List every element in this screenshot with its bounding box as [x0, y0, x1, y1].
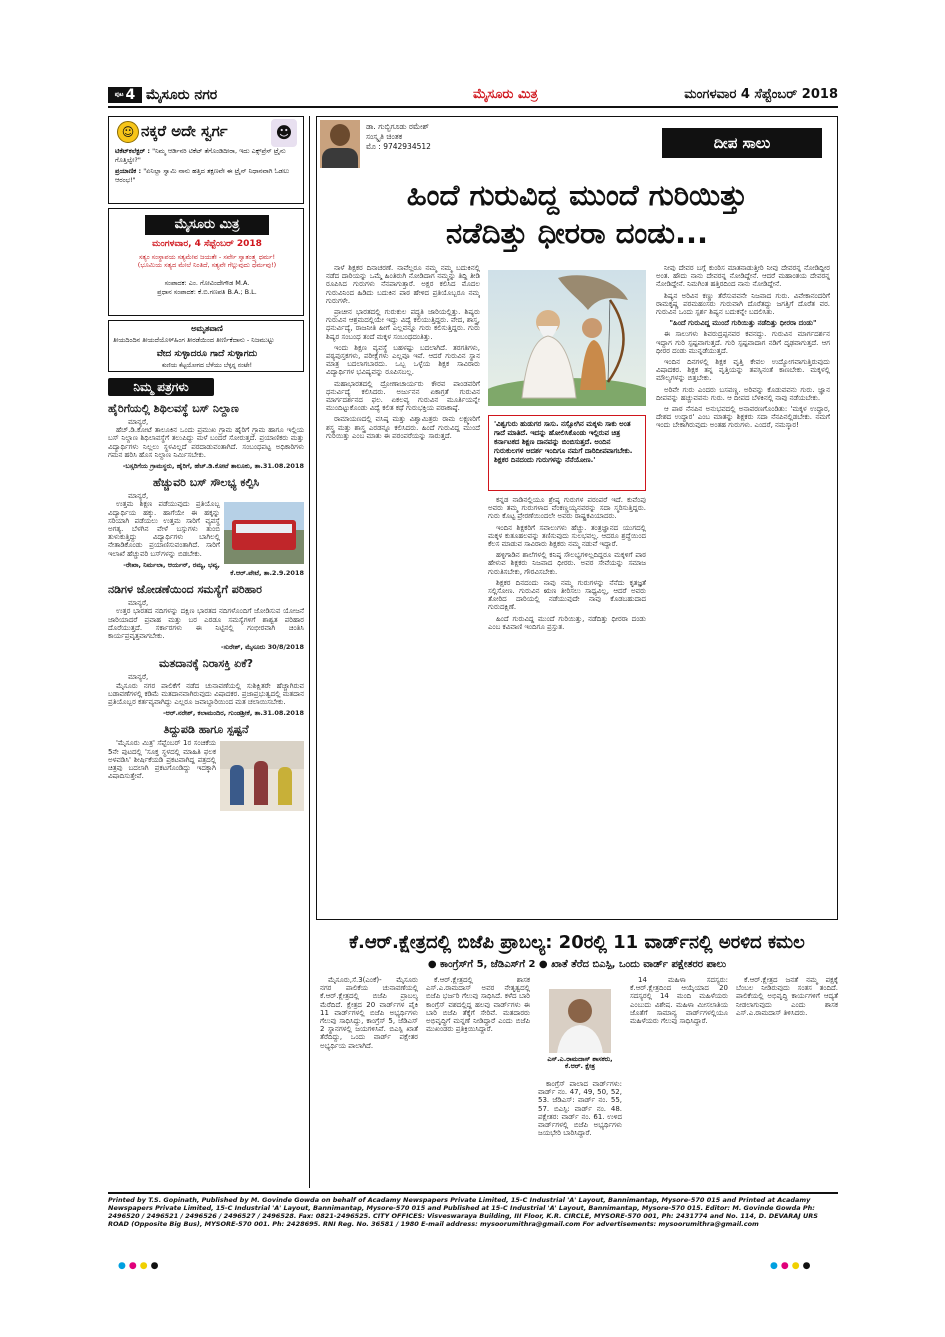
- section-title: ಮೈಸೂರು ನಗರ: [146, 87, 218, 103]
- news-paragraph: ಕಾಂಗ್ರೆಸ್ ಪಾಲಾದ ವಾರ್ಡ್‌ಗಳು: ವಾರ್ಡ್ ನಂ. 47, 49, 50, 52, 53. ಜೆಡಿಎಸ್: ವಾರ್ಡ್ ನಂ. 55, 57. ಬಿಎಸ್ಪಿ: ವಾರ್ಡ್ ನಂ. 48. ಪಕ್ಷೇತರ: ವಾರ್ಡ್ ನಂ. 61. ಉಳಿದ ವಾರ್ಡ್‌ಗಳಲ್ಲಿ ಬಿಜೆಪಿ ಅಭ್ಯರ್ಥಿಗಳು ಜಯಭೇರಿ ಬಾರಿಸಿದ್ದಾರೆ.: [538, 1080, 622, 1138]
- article-column-2: [488, 496, 646, 914]
- letter-salutation: ಮಾನ್ಯರೆ,: [128, 418, 149, 426]
- letter-title: ಮತದಾನಕ್ಕೆ ನಿರಾಸಕ್ತಿ ಏಕೆ?: [158, 657, 254, 671]
- footer-divider: [108, 1192, 838, 1194]
- letter-title: ನಡಿಗಳ ಜೋಡಣೆಯಿಂದ ಸಮಸ್ಯೆಗೆ ಪರಿಹಾರ: [108, 583, 262, 597]
- humor-line-1: [115, 147, 299, 164]
- letter-sign: -ರೇಖಾ, ನಿರ್ಮಲಾ, ಆರ್ಯನ್, ರಮ್ಯ, ಭವ್ಯ, ಕೆ.ಆರ್.ಪೇಟೆ, ತಾ.2.9.2018: [123, 560, 304, 578]
- letters-section-header: ನಿಮ್ಮ ಪತ್ರಗಳು: [108, 378, 214, 396]
- author-info: [366, 122, 431, 152]
- letter-item: [108, 476, 304, 577]
- article-paragraph: ಇಂದು ಶಿಕ್ಷಣ ವ್ಯವಸ್ಥೆ ಬಹಳಷ್ಟು ಬದಲಾಗಿದೆ. ತರಗತಿಗಳು, ಪಠ್ಯಪುಸ್ತಕಗಳು, ಪರೀಕ್ಷೆಗಳು ಎಲ್ಲವೂ ಇವೆ. ಆದರೆ ಗುರುವಿನ ಸ್ಥಾನ ಮಾತ್ರ ಬದಲಾಗಬಾರದು. ಒಬ್ಬ ಒಳ್ಳೆಯ ಶಿಕ್ಷಕ ಸಾವಿರಾರು ವಿದ್ಯಾರ್ಥಿಗಳ ಭವಿಷ್ಯವನ್ನು ರೂಪಿಸಬಲ್ಲ.: [326, 343, 480, 377]
- mla-head: [568, 999, 592, 1023]
- article-column-3: [656, 264, 830, 914]
- news-column-5: [736, 976, 838, 1186]
- news-subhead: ● ಕಾಂಗ್ರೆಸ್‌ಗೆ 5, ಜೆಡಿಎಸ್‌ಗೆ 2 ● ಖಾತೆ ತೆರೆದ ಬಿಎಸ್ಪಿ, ಒಂದು ವಾರ್ಡ್ ಪಕ್ಷೇತರರ ಪಾಲು: [427, 959, 727, 970]
- page-number: 4: [125, 87, 136, 103]
- article-paragraph: ಶಿಕ್ಷಕರ ದಿನದಂದು ನಾವು ನಮ್ಮ ಗುರುಗಳನ್ನು ನೆನೆದು ಕೃತಜ್ಞತೆ ಸಲ್ಲಿಸೋಣ. ಗುರುವಿನ ಋಣ ತೀರಿಸಲು ಸಾಧ್ಯವಿಲ್ಲ, ಆದರೆ ಅವರು ತೋರಿದ ದಾರಿಯಲ್ಲಿ ನಡೆಯುವುದೇ ನಾವು ಕೊಡಬಹುದಾದ ಗುರುದಕ್ಷಿಣೆ.: [488, 578, 646, 612]
- letter-body: ಹೆಚ್.ಡಿ.ಕೋಟೆ ತಾಲೂಕಿನ ಒಂದು ಪ್ರಮುಖ ಗ್ರಾಮ ಹೈರಿಗೆ ಗ್ರಾಮ ಹಾಗೂ ಇಲ್ಲಿಯ ಬಸ್ ನಿಲ್ದಾಣ ಶಿಥಿಲಾವಸ್ಥೆಗೆ ತಲುಪಿದ್ದು ಮಳೆ ಬಂದರೆ ಸೋರುತ್ತದೆ. ಪ್ರಯಾಣಿಕರು ಮತ್ತು ವಿದ್ಯಾರ್ಥಿಗಳು ನಿಲ್ಲಲು ಸ್ಥಳವಿಲ್ಲದೆ ಪರದಾಡುವಂತಾಗಿದೆ. ಸಂಬಂಧಪಟ್ಟ ಅಧಿಕಾರಿಗಳು ಗಮನ ಹರಿಸಿ ಹೊಸ ನಿಲ್ದಾಣ ನಿರ್ಮಿಸಬೇಕು.: [108, 426, 304, 459]
- humor-speaker-2: ಪ್ರಯಾಣಿಕ :: [115, 167, 142, 175]
- reg-dot-black: ●: [150, 1261, 162, 1271]
- boy-head: [582, 318, 602, 338]
- letter-item: [108, 402, 304, 470]
- masthead-logo: ಮೈಸೂರು ಮಿತ್ರ: [145, 215, 269, 235]
- headline-line-1: ಹಿಂದೆ ಗುರುವಿದ್ದ ಮುಂದೆ ಗುರಿಯಿತ್ತು: [406, 178, 748, 212]
- reg-dot-cyan: ●: [118, 1261, 129, 1271]
- letter-body: ಉತ್ತಮ ಶಿಕ್ಷಣ ಪಡೆಯುವುದು ಪ್ರತಿಯೊಬ್ಬ ವಿದ್ಯಾರ್ಥಿಯ ಹಕ್ಕು. ಹಾಗೆಯೇ ಈ ಹಕ್ಕನ್ನು ಸರಿಯಾಗಿ ಪಡೆಯಲು ಉತ್ತಮ ಸಾರಿಗೆ ವ್ಯವಸ್ಥೆ ಅಗತ್ಯ. ಬೆಳಗಿನ ವೇಳೆ ಬಸ್ಸುಗಳು ತುಂಬಿ ತುಳುಕುತ್ತಿದ್ದು ವಿದ್ಯಾರ್ಥಿಗಳು ಬಾಗಿಲಲ್ಲಿ ನೇತಾಡಿಕೊಂಡು ಪ್ರಯಾಣಿಸುವಂತಾಗಿದೆ. ಸಾರಿಗೆ ಇಲಾಖೆ ಹೆಚ್ಚುವರಿ ಬಸ್‌ಗಳನ್ನು ಬಿಡಬೇಕು.: [108, 500, 220, 558]
- news-paragraph: ಕೆ.ಆರ್.ಕ್ಷೇತ್ರದ ಜನತೆ ನಮ್ಮ ಪಕ್ಷಕ್ಕೆ ಬೆಂಬಲ ನೀಡಿರುವುದು ಸಂತಸ ತಂದಿದೆ. ಪಾಲಿಕೆಯಲ್ಲಿ ಅಭಿವೃದ್ಧಿ ಕಾರ್ಯಗಳಿಗೆ ಆದ್ಯತೆ ನೀಡಲಾಗುವುದು ಎಂದು ಶಾಸಕ ಎಸ್.ಎ.ರಾಮದಾಸ್ ತಿಳಿಸಿದರು.: [736, 976, 838, 1017]
- author-head: [330, 124, 350, 146]
- article-verse: "ಹಿಂದೆ ಗುರುವಿದ್ದ ಮುಂದೆ ಗುರಿಯಿತ್ತು ನಡೆದಿತ್ತು ಧೀರರಾ ದಂಡು": [669, 319, 817, 328]
- article-byline: [316, 116, 838, 172]
- article-paragraph: ಮಹಾಭಾರತದಲ್ಲಿ ದ್ರೋಣಾಚಾರ್ಯರು ಕೌರವ ಪಾಂಡವರಿಗೆ ಧನುರ್ವಿದ್ಯೆ ಕಲಿಸಿದರು. ಅರ್ಜುನನ ಏಕಾಗ್ರತೆ ಗುರುವಿನ ಮಾರ್ಗದರ್ಶನದ ಫಲ. ಏಕಲವ್ಯ ಗುರುವಿನ ಮೂರ್ತಿಯನ್ನೇ ಮುಂದಿಟ್ಟುಕೊಂಡು ವಿದ್ಯೆ ಕಲಿತ ಕಥೆ ಗುರುಭಕ್ತಿಯ ಪರಾಕಾಷ್ಠೆ.: [326, 379, 480, 413]
- article-paragraph: ಹಿಂದೆ ಗುರುವಿದ್ದ ಮುಂದೆ ಗುರಿಯಿತ್ತು, ನಡೆದಿತ್ತು ಧೀರರಾ ದಂಡು ಎಂಬ ಕವಿವಾಣಿ ಇಂದಿಗೂ ಪ್ರಸ್ತುತ.: [488, 614, 646, 631]
- pull-quote-box: [488, 415, 646, 491]
- proverb-sub: ಕುಣಿಯ ಕೆಟ್ಟಯೋಗದ ಬೆಳೆಯು ಬೆಳ್ಳನ್ನ ನಂಟೇ!: [161, 362, 253, 369]
- news-column-3: [538, 1080, 622, 1186]
- news-paragraph: ಮೈಸೂರು,ಸೆ.3(ಎಂಕೆ)- ಮೈಸೂರು ನಗರ ಪಾಲಿಕೆಯ ಚುನಾವಣೆಯಲ್ಲಿ ಕೆ.ಆರ್.ಕ್ಷೇತ್ರದಲ್ಲಿ ಬಿಜೆಪಿ ಪ್ರಾಬಲ್ಯ ಮೆರೆದಿದೆ. ಕ್ಷೇತ್ರದ 20 ವಾರ್ಡ್‌ಗಳ ಪೈಕಿ 11 ವಾರ್ಡ್‌ಗಳಲ್ಲಿ ಬಿಜೆಪಿ ಅಭ್ಯರ್ಥಿಗಳು ಗೆಲುವು ಸಾಧಿಸಿದ್ದು, ಕಾಂಗ್ರೆಸ್ 5, ಜೆಡಿಎಸ್ 2 ಸ್ಥಾನಗಳಲ್ಲಿ ಜಯಗಳಿಸಿವೆ. ಬಿಎಸ್ಪಿ ಖಾತೆ ತೆರೆದಿದ್ದು, ಒಂದು ವಾರ್ಡ್ ಪಕ್ಷೇತರ ಅಭ್ಯರ್ಥಿಯ ಪಾಲಾಗಿದೆ.: [320, 976, 418, 1050]
- article-paragraph: ಆ ಪಾಠ ನೆನಪಿನ ಅನುಭವದಲ್ಲಿ ಅನಾವರಣಗೊಂಡಿತು: 'ಮಕ್ಕಳ ಉದ್ಧಾರ, ದೇಶದ ಉದ್ಧಾರ' ಎಂಬ ಮಾತನ್ನು ಶಿಕ್ಷಕರು ಸದಾ ನೆನಪಿನಲ್ಲಿಡಬೇಕು. ನಮಗೆ ಇಂದು ಬೇಕಾಗಿರುವುದು ಅಂತಹ ಗುರುಗಳು. ಎಂದರೆ, ನಮಸ್ಕಾರ!: [656, 405, 830, 430]
- letters-column: [108, 402, 304, 1192]
- letter-salutation: ಮಾನ್ಯರೆ,: [128, 673, 149, 682]
- article-paragraph: ನಾಳೆ ಶಿಕ್ಷಕರ ದಿನಾಚರಣೆ. ನಾವೆಲ್ಲರೂ ನಮ್ಮ ನಮ್ಮ ಬದುಕಿನಲ್ಲಿ ನಡೆದ ದಾರಿಯನ್ನು ಒಮ್ಮೆ ಹಿಂತಿರುಗಿ ನೋಡಿದಾಗ ನಮ್ಮನ್ನು ತಿದ್ದಿ ತೀಡಿ ರೂಪಿಸಿದ ಗುರುಗಳು ನೆನಪಾಗುತ್ತಾರೆ. ಅಕ್ಷರ ಕಲಿಸಿದ ಮೊದಲ ಗುರುವಿನಿಂದ ಹಿಡಿದು ಬದುಕಿನ ಪಾಠ ಹೇಳಿದ ಪ್ರತಿಯೊಬ್ಬರೂ ನಮ್ಮ ಗುರುಗಳೇ.: [326, 264, 480, 305]
- humor-title-text: ನಕ್ಕರೆ ಅದೇ ಸ್ವರ್ಗ: [141, 122, 228, 140]
- article-headline: [316, 176, 838, 252]
- humor-box: [108, 116, 304, 204]
- article-paragraph: ಇಂದಿನ ದಿನಗಳಲ್ಲಿ ಶಿಕ್ಷಕ ವೃತ್ತಿ ಕೇವಲ ಉದ್ಯೋಗವಾಗುತ್ತಿರುವುದು ವಿಷಾದಕರ. ಶಿಕ್ಷಕ ತನ್ನ ವೃತ್ತಿಯನ್ನು ತಪಸ್ಸಿನಂತೆ ಕಾಣಬೇಕು. ಮಕ್ಕಳಲ್ಲಿ ಮೌಲ್ಯಗಳನ್ನು ಬಿತ್ತಬೇಕು.: [656, 358, 830, 383]
- exec-editor-name: ಪ್ರಧಾನ ಸಂಪಾದಕ: ಕೆ.ಬಿ.ಗಣಪತಿ B.A.; B.L.: [157, 288, 257, 296]
- reg-dot-magenta: ●: [780, 1261, 792, 1271]
- masthead-box: [108, 208, 304, 316]
- author-photo: [320, 120, 360, 168]
- letter-body: ಮೈಸೂರು ನಗರ ಪಾಲಿಕೆಗೆ ನಡೆದ ಚುನಾವಣೆಯಲ್ಲಿ ಸುಶಿಕ್ಷಿತರೇ ಹೆಚ್ಚಾಗಿರುವ ಬಡಾವಣೆಗಳಲ್ಲಿ ಕಡಿಮೆ ಮತದಾನವಾಗಿರುವುದು ವಿಷಾದಕರ. ಪ್ರಜಾಪ್ರಭುತ್ವದಲ್ಲಿ ಮತದಾನ ಪ್ರತಿಯೊಬ್ಬರ ಕರ್ತವ್ಯವಾಗಿದ್ದು ಎಲ್ಲರೂ ಜವಾಬ್ದಾರಿಯಿಂದ ಮತ ಚಲಾಯಿಸಬೇಕು.: [108, 681, 304, 707]
- news-column-1: [320, 976, 418, 1186]
- article-paragraph: ನೀವು ದೇವರ ಬಗ್ಗೆ ಕುಂಠಿಸ ಮಾತನಾಡುತ್ತೀರಿ ನೀವು ದೇವರನ್ನ ನೋಡಿದ್ದೀರ ಅಂತ. ಹೌದು ನಾನು ದೇವರನ್ನ ನೋಡಿದ್ದೇನೆ. ಆದರೆ ಮಹಾಂತಯ ದೇವರನ್ನ ನೋಡಿದ್ದೇನೆ. ನಿಮಗಿಂತ ಹತ್ತಿರದಿಂದ ನಾನು ನೋಡಿದ್ದೇನೆ.: [656, 264, 830, 289]
- proverb-text: ವೇದ ಸುಳ್ಳಾದರೂ ಗಾದೆ ಸುಳ್ಳಾಗದು: [156, 349, 258, 359]
- editor-name: ಸಂಪಾದಕ: ಎಂ. ಗೋವಿಂದೇಗೌಡ M.A.: [164, 279, 250, 287]
- person-figure: [230, 765, 244, 805]
- bus-photo: [224, 502, 304, 564]
- illustration-svg: [488, 270, 646, 406]
- article-paragraph: ಇಂದಿನ ಶಿಕ್ಷಕರಿಗೆ ಸವಾಲುಗಳು ಹೆಚ್ಚು. ತಂತ್ರಜ್ಞಾನದ ಯುಗದಲ್ಲಿ ಮಕ್ಕಳ ಕುತೂಹಲವನ್ನು ತಣಿಸುವುದು ಸುಲಭವಲ್ಲ. ಆದರೂ ಶ್ರದ್ಧೆಯಿಂದ ಕೆಲಸ ಮಾಡುವ ಸಾವಿರಾರು ಶಿಕ್ಷಕರು ನಮ್ಮ ನಡುವೆ ಇದ್ದಾರೆ.: [488, 523, 646, 549]
- article-paragraph: ಪ್ರಾಚೀನ ಭಾರತದಲ್ಲಿ ಗುರುಕುಲ ಪದ್ಧತಿ ಜಾರಿಯಲ್ಲಿತ್ತು. ಶಿಷ್ಯರು ಗುರುವಿನ ಆಶ್ರಮದಲ್ಲಿಯೇ ಇದ್ದು ವಿದ್ಯೆ ಕಲಿಯುತ್ತಿದ್ದರು. ವೇದ, ಶಾಸ್ತ್ರ, ಧನುರ್ವಿದ್ಯೆ, ರಾಜನೀತಿ ಹೀಗೆ ಎಲ್ಲವನ್ನೂ ಗುರು ಕಲಿಸುತ್ತಿದ್ದರು. ಗುರು ಶಿಷ್ಯರ ಸಂಬಂಧ ತಂದೆ ಮಕ್ಕಳ ಸಂಬಂಧದಂತಿತ್ತು.: [326, 308, 480, 341]
- letter-title: ಹೈರಿಗೆಯಲ್ಲಿ ಶಿಥಿಲವಸ್ಥೆ ಬಸ್ ನಿಲ್ದಾಣ: [108, 402, 239, 415]
- news-column-2: [426, 976, 530, 1186]
- page-number-badge: [108, 87, 142, 103]
- author-name: ಡಾ. ಗುಬ್ಬಿಗೂಡು ರಮೇಶ್: [366, 122, 430, 131]
- masthead-motto-2: (ಭೂಮಿಯ ಸತ್ಯದ ಮೇಲೆ ನಿಂತಿದೆ, ಸತ್ಯವೇ ಗೆಲ್ಲುವುದು ಧರ್ಮವು!): [137, 261, 277, 269]
- letter-title: ತಿದ್ದುಪಡಿ ಹಾಗೂ ಸ್ಪಷ್ಟನೆ: [163, 723, 249, 737]
- registration-marks-right: [770, 1261, 813, 1271]
- news-paragraph: 14 ಮಹಿಳಾ ಸದಸ್ಯರು: ಕೆ.ಆರ್.ಕ್ಷೇತ್ರದಿಂದ ಆಯ್ಕೆಯಾದ 20 ಸದಸ್ಯರಲ್ಲಿ 14 ಮಂದಿ ಮಹಿಳೆಯರು ಎಂಬುದು ವಿಶೇಷ. ಮಹಿಳಾ ಮೀಸಲಾತಿಯ ಜೊತೆಗೆ ಸಾಮಾನ್ಯ ವಾರ್ಡ್‌ಗಳಲ್ಲಿಯೂ ಮಹಿಳೆಯರು ಗೆಲುವು ಸಾಧಿಸಿದ್ದಾರೆ.: [630, 976, 728, 1026]
- letter-body: 'ಮೈಸೂರು ಮಿತ್ರ' ಸೆಪ್ಟೆಂಬರ್ 1ರ ಸಂಚಿಕೆಯ 5ನೇ ಪುಟದಲ್ಲಿ 'ಸೂಕ್ತ ಸ್ಥಳದಲ್ಲಿ ಮಾಹಿತಿ ಫಲಕ ಅಳವಡಿಸಿ' ಶೀರ್ಷಿಕೆಯಡಿ ಪ್ರಕಟವಾಗಿದ್ದ ಪತ್ರದಲ್ಲಿ ಚಿತ್ರವು ಬದಲಾಗಿ ಪ್ರಕಟಗೊಂಡಿದ್ದು ಇದಕ್ಕಾಗಿ ವಿಷಾದಿಸುತ್ತೇವೆ.: [108, 739, 216, 781]
- article-paragraph: ಅರಿವೇ ಗುರು ಎಂದರು ಬಸವಣ್ಣ. ಅರಿವನ್ನು ಕೊಡುವವನು ಗುರು. ಜ್ಞಾನ ದೀಪವನ್ನು ಹಚ್ಚುವವನು ಗುರು. ಆ ದೀಪದ ಬೆಳಕಿನಲ್ಲಿ ನಾವು ನಡೆಯಬೇಕು.: [656, 385, 830, 402]
- article-paragraph: ಶಿಷ್ಯನ ಅರಿವಿನ ಕಣ್ಣು ತೆರೆಸುವವನೇ ನಿಜವಾದ ಗುರು. ವಿವೇಕಾನಂದರಿಗೆ ರಾಮಕೃಷ್ಣ ಪರಮಹಂಸರು ಗುರುವಾಗಿ ದೊರೆತದ್ದು ಜಗತ್ತಿಗೆ ದೊರೆತ ವರ. ಗುರುವಿನ ಒಂದು ಸ್ಪರ್ಶ ಶಿಷ್ಯನ ಬದುಕನ್ನೇ ಬದಲಿಸಿತು.: [656, 291, 830, 317]
- quote-of-day-text: ತೀಯದಿಂದಿನ ತೀಯದೆಯೊಳ್‌ಹಿಂಗ ತೀರಡೆಯಿಂದ ತೀರ್ಣಿಕೆದಾನು - ನಿಜಮುಟ್ಟು: [113, 336, 275, 344]
- guru-shishya-illustration: [488, 270, 646, 406]
- news-column-4: [630, 976, 728, 1186]
- humor-body: [115, 147, 299, 184]
- letter-body: ಉತ್ತರ ಭಾರತದ ನದಿಗಳನ್ನು ದಕ್ಷಿಣ ಭಾರತದ ನದಿಗಳೊಂದಿಗೆ ಜೋಡಿಸುವ ಯೋಜನೆ ಜಾರಿಯಾದರೆ ಪ್ರವಾಹ ಮತ್ತು ಬರ ಎರಡೂ ಸಮಸ್ಯೆಗಳಿಗೆ ಶಾಶ್ವತ ಪರಿಹಾರ ದೊರೆಯುತ್ತದೆ. ಸರ್ಕಾರಗಳು ಈ ನಿಟ್ಟಿನಲ್ಲಿ ಗಂಭೀರವಾಗಿ ಚಿಂತಿಸಿ ಕಾರ್ಯಪ್ರವೃತ್ತವಾಗಬೇಕು.: [108, 607, 304, 641]
- quote-of-day-box: [108, 320, 304, 372]
- masthead-motto-1: ಸತ್ಯಂ ಸಂಸ್ಥಾಪಯ ಸತ್ಯಮೇವ ಜಯತೇ - ಸರ್ವೇ ಸ್ವಾತಂತ್ರ್ಯ ಧರ್ಮ!: [138, 253, 276, 261]
- humor-text-1: "ನಿಮ್ಮ ಆರ್ಡಿನರಿ ಟಿಕೆಟ್ ತೆಗೊಂಡಿದೀರಾ, ಇದು ಎಕ್ಸ್‌ಪ್ರೆಸ್ ಟ್ರೈನು ಗೊತ್ತಿಲ್ವೇ?": [115, 147, 286, 164]
- column-separator: [309, 116, 310, 1188]
- laughing-face-icon: ☺: [117, 121, 139, 143]
- header-date: ಮಂಗಳವಾರ 4 ಸೆಪ್ಟೆಂಬರ್ 2018: [684, 87, 838, 102]
- article-paragraph: ಹಳ್ಳಿಗಾಡಿನ ಶಾಲೆಗಳಲ್ಲಿ ಕನಿಷ್ಠ ಸೌಲಭ್ಯಗಳಿಲ್ಲದಿದ್ದರೂ ಮಕ್ಕಳಿಗೆ ಪಾಠ ಹೇಳುವ ಶಿಕ್ಷಕರು ನಿಜವಾದ ಧೀರರು. ಅವರ ಸೇವೆಯನ್ನು ಸಮಾಜ ಗುರುತಿಸಬೇಕು, ಗೌರವಿಸಬೇಕು.: [488, 551, 646, 576]
- quote-of-day-title: ಅಮೃತವಾಣಿ: [191, 324, 223, 333]
- reg-dot-yellow: ●: [791, 1261, 803, 1271]
- author-role: ಸಂಸ್ಕೃತಿ ಚಿಂತಕ: [366, 132, 403, 141]
- article-column-1: [326, 264, 480, 914]
- reg-dot-black: ●: [802, 1261, 814, 1271]
- imprint-footer: Printed by T.S. Gopinath, Published by M. Govinde Gowda on behalf of Acadamy Newspapers Private Limited, 15-C Industrial 'A' Layout, Bannimantap, Mysore-570 015 and Printed at Acadamy Newspapers Private Limited, 15-C Industrial 'A' Layout, Bannimantap, Mysore-570 015 and Published at 15-C Industrial 'A' Layout, Bannimantap, Mysore-570 015. Editor: M. Govinde Gowda Ph: 2496520 / 2496521 / 2496526 / 2496527 / 2496528. Fax: 0821-2496525. CITY OFFICES: Visveswaraya Building, III Floor, K.R. CIRCLE, MYSORE-570 001, Ph: 2431774 and No. 114, D. DEVARAJ URS ROAD (Opposite Big Bus), MYSORE-570 001. Ph: 2428695. RNI Reg. No. 36581 / 1980 E-mail address: mysoorumithra@gmail.com For advertisements: mysoorumithra@gmail.com: [108, 1196, 818, 1228]
- person-figure: [278, 767, 292, 805]
- letter-title: ಹೆಚ್ಚುವರಿ ಬಸ್ ಸೌಲಭ್ಯ ಕಲ್ಪಿಸಿ: [152, 476, 260, 490]
- article-paragraph: ಕನ್ನಡ ನಾಡಿನಲ್ಲಿಯೂ ಶ್ರೇಷ್ಠ ಗುರುಗಳ ಪರಂಪರೆ ಇದೆ. ಕುವೆಂಪು ಅವರು ತಮ್ಮ ಗುರುಗಳಾದ ವೆಂಕಣ್ಣಯ್ಯನವರನ್ನು ಸದಾ ಸ್ಮರಿಸುತ್ತಿದ್ದರು. ಗುರು ಕೊಟ್ಟ ಪ್ರೇರಣೆಯಿಂದಲೇ ಅವರು ರಾಷ್ಟ್ರಕವಿಯಾದರು.: [488, 496, 646, 521]
- masthead-editors: [113, 279, 301, 297]
- masthead-motto: [113, 253, 301, 269]
- mla-photo-caption: ಎಸ್.ಎ.ರಾಮದಾಸ್ ಶಾಸಕರು, ಕೆ.ಆರ್. ಕ್ಷೇತ್ರ: [547, 1055, 613, 1070]
- letter-sign: -ಬಸ್ಸರಿಗೆಯ ಗ್ರಾಮಸ್ಥರು, ಹೈರಿಗೆ, ಹೆಚ್.ಡಿ.ಕೋಟೆ ತಾಲೂಕು, ತಾ.31.08.2018: [122, 462, 304, 471]
- letter-sign: -ಆರ್.ನರೇಶ್, ಕಲಾಮಂದಿರ, ಗುಂಡಶ್ರೀಕೆ, ತಾ.31.08.2018: [162, 709, 304, 718]
- masthead-date: ಮಂಗಳವಾರ, 4 ಸೆಪ್ಟೆಂಬರ್ 2018: [152, 239, 262, 249]
- letter-item: [108, 657, 304, 717]
- registration-marks-left: [118, 1261, 161, 1271]
- newspaper-page: [108, 84, 838, 1269]
- letter-item: [108, 723, 304, 780]
- pull-quote-text: 'ವಿಶ್ವಗುರು ಹುಡುಗರ ಸಾಸು. ನಸ್ಸೋಗಿನ ಮಕ್ಕಳು ಸಾಕು ಅಂತ ಗಾದೆ ಮಾತಿದೆ. ಇದನ್ನು ಹೋಲಿಸಿಕೊಂಡು ಇಲ್ಲಿರುವ ಚಿತ್ರ ಕರ್ನಾಟಕದ ಶಿಕ್ಷಣ ದಾನವನ್ನು ಬಿಂಬಿಸುತ್ತದೆ. ಅಂದಿನ ಗುರುಕುಲಗಳ ಆದರ್ಶ ಇಂದಿಗೂ ನಮಗೆ ದಾರಿದೀಪವಾಗಬೇಕು. ಶಿಕ್ಷಕರ ದಿನದಂದು ಗುರುಗಳನ್ನು ನೆನೆಯೋಣ.': [494, 420, 633, 464]
- letter-salutation: ಮಾನ್ಯರೆ,: [128, 599, 149, 608]
- news-headline: ಕೆ.ಆರ್.ಕ್ಷೇತ್ರದಲ್ಲಿ ಬಿಜೆಪಿ ಪ್ರಾಬಲ್ಯ: 20ರಲ್ಲಿ 11 ವಾರ್ಡ್‌ನಲ್ಲಿ ಅರಳಿದ ಕಮಲ: [349, 932, 805, 953]
- letter-item: [108, 583, 304, 651]
- letter-salutation: ಮಾನ್ಯರೆ,: [128, 492, 149, 501]
- article-paragraph: ರಾಮಾಯಣದಲ್ಲಿ ವಸಿಷ್ಠ ಮತ್ತು ವಿಶ್ವಾಮಿತ್ರರು ರಾಮ ಲಕ್ಷ್ಮಣರಿಗೆ ಶಸ್ತ್ರ ಮತ್ತು ಶಾಸ್ತ್ರ ಎರಡನ್ನೂ ಕಲಿಸಿದರು. ಹಿಂದೆ ಗುರುವಿದ್ದ ಮುಂದೆ ಗುರಿಯಿತ್ತು ಎಂಬ ಮಾತು ಈ ಪರಂಪರೆಯನ್ನು ಸಾರುತ್ತದೆ.: [326, 415, 480, 440]
- news-paragraph: ಕೆ.ಆರ್.ಕ್ಷೇತ್ರದಲ್ಲಿ ಶಾಸಕ ಎಸ್.ಎ.ರಾಮದಾಸ್ ಅವರ ನೇತೃತ್ವದಲ್ಲಿ ಬಿಜೆಪಿ ಭರ್ಜರಿ ಗೆಲುವು ಸಾಧಿಸಿದೆ. ಕಳೆದ ಬಾರಿ ಕಾಂಗ್ರೆಸ್ ವಶದಲ್ಲಿದ್ದ ಹಲವು ವಾರ್ಡ್‌ಗಳು ಈ ಬಾರಿ ಬಿಜೆಪಿ ತೆಕ್ಕೆಗೆ ಸೇರಿವೆ. ಮತದಾರರು ಅಭಿವೃದ್ಧಿಗೆ ಮನ್ನಣೆ ನೀಡಿದ್ದಾರೆ ಎಂದು ಬಿಜೆಪಿ ಮುಖಂಡರು ಪ್ರತಿಕ್ರಿಯಿಸಿದ್ದಾರೆ.: [426, 976, 530, 1034]
- humor-line-2: [115, 167, 299, 184]
- header-divider: [108, 106, 838, 108]
- cartoon-figure-icon: ☻: [271, 119, 297, 147]
- mla-photo-svg: [549, 989, 611, 1053]
- author-shirt: [322, 148, 358, 168]
- header-paper-name: ಮೈಸೂರು ಮಿತ್ರ: [473, 87, 538, 102]
- humor-speaker-1: ಟಿಕೆಟ್‌ಕಲೆಕ್ಟರ್ :: [115, 147, 150, 155]
- bus-windows: [236, 524, 292, 533]
- people-photo: [220, 741, 304, 811]
- reg-dot-magenta: ●: [128, 1261, 140, 1271]
- author-phone: ಮೊ : 9742934512: [366, 142, 431, 151]
- mla-photo: [549, 989, 611, 1053]
- column-name: ದೀಪ ಸಾಲು: [662, 128, 822, 158]
- person-figure: [254, 761, 268, 805]
- page-label: ಪುಟ: [114, 91, 124, 98]
- reg-dot-cyan: ●: [770, 1261, 781, 1271]
- article-paragraph: ಈ ಸಾಲುಗಳು ಶಿವರುದ್ರಪ್ಪನವರ ಕವನದ್ದು. ಗುರುವಿನ ಮಾರ್ಗದರ್ಶನ ಇದ್ದಾಗ ಗುರಿ ಸ್ಪಷ್ಟವಾಗುತ್ತದೆ. ಗುರಿ ಸ್ಪಷ್ಟವಾದಾಗ ನಡಿಗೆ ದೃಢವಾಗುತ್ತದೆ. ಆಗ ಧೀರರ ದಂಡು ಮುನ್ನಡೆಯುತ್ತದೆ.: [656, 330, 830, 355]
- headline-line-2: ನಡೆದಿತ್ತು ಧೀರರಾ ದಂಡು...: [445, 216, 709, 250]
- humor-title: [117, 121, 297, 143]
- reg-dot-yellow: ●: [139, 1261, 151, 1271]
- letter-sign: -ಸುರೇಶ್, ಮೈಸೂರು 30/8/2018: [220, 643, 304, 652]
- page-header: [108, 84, 838, 106]
- humor-text-2: "ಏನಿಲ್ಲಾ ಸ್ವಾಮಿ ನಾನು ಹತ್ತಿದ ತಕ್ಷಣವೇ ಈ ಟ್ರೈನ್ ನಿಧಾನವಾಗಿ ಓಡಲು ಆರಂಭ!": [115, 167, 290, 184]
